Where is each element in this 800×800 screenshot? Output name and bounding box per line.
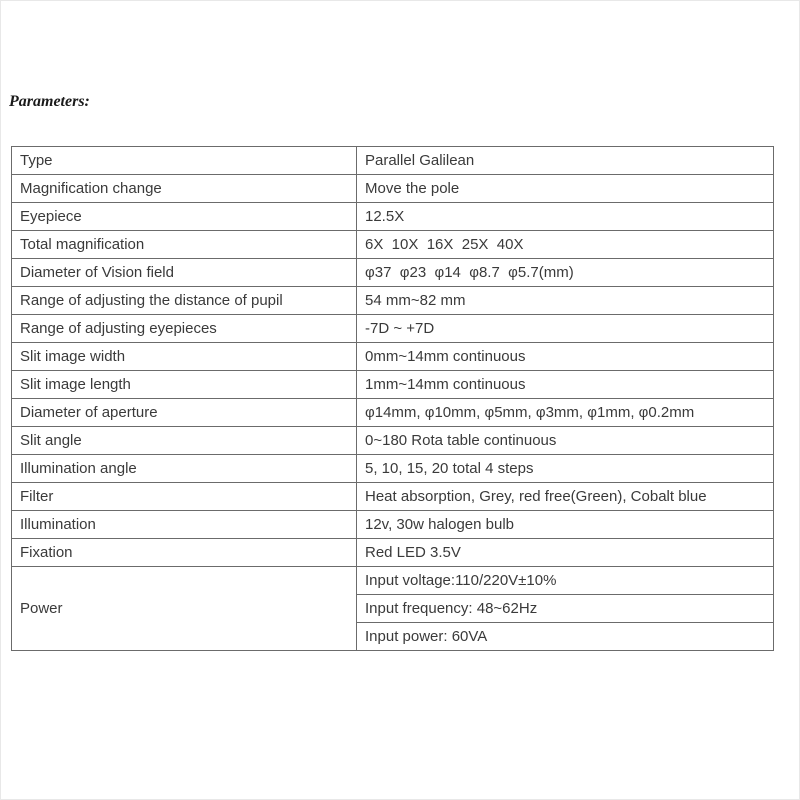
param-label: Total magnification xyxy=(12,231,357,259)
table-row xyxy=(12,259,774,287)
param-value: φ37 φ23 φ14 φ8.7 φ5.7(mm) xyxy=(357,259,774,287)
param-label: Slit angle xyxy=(12,427,357,455)
param-value: Input voltage:110/220V±10% xyxy=(357,567,774,595)
table-row xyxy=(12,483,774,511)
table-row xyxy=(12,455,774,483)
param-value: 54 mm~82 mm xyxy=(357,287,774,315)
param-label: Type xyxy=(12,147,357,175)
param-value: 0~180 Rota table continuous xyxy=(357,427,774,455)
param-label: Illumination xyxy=(12,511,357,539)
table-row xyxy=(12,539,774,567)
param-value: Input power: 60VA xyxy=(357,623,774,651)
param-value: -7D ~ +7D xyxy=(357,315,774,343)
table-row xyxy=(12,427,774,455)
parameters-table xyxy=(11,146,774,651)
page-title: Parameters: xyxy=(9,93,90,110)
table-row xyxy=(12,343,774,371)
param-value: φ14mm, φ10mm, φ5mm, φ3mm, φ1mm, φ0.2mm xyxy=(357,399,774,427)
param-label: Diameter of aperture xyxy=(12,399,357,427)
param-label: Slit image width xyxy=(12,343,357,371)
param-value: 5, 10, 15, 20 total 4 steps xyxy=(357,455,774,483)
param-value: Heat absorption, Grey, red free(Green), Cobalt blue xyxy=(357,483,774,511)
param-label: Magnification change xyxy=(12,175,357,203)
table-row xyxy=(12,231,774,259)
param-value: Parallel Galilean xyxy=(357,147,774,175)
param-value: 12.5X xyxy=(357,203,774,231)
table-row xyxy=(12,287,774,315)
param-label: Range of adjusting the distance of pupil xyxy=(12,287,357,315)
table-row xyxy=(12,175,774,203)
param-label: Eyepiece xyxy=(12,203,357,231)
table-row xyxy=(12,567,774,595)
table-row xyxy=(12,511,774,539)
param-label: Range of adjusting eyepieces xyxy=(12,315,357,343)
table-row xyxy=(12,371,774,399)
param-label-power: Power xyxy=(12,567,357,651)
param-value: 0mm~14mm continuous xyxy=(357,343,774,371)
table-row xyxy=(12,315,774,343)
param-label: Filter xyxy=(12,483,357,511)
param-value: Move the pole xyxy=(357,175,774,203)
param-value: Input frequency: 48~62Hz xyxy=(357,595,774,623)
param-value: 12v, 30w halogen bulb xyxy=(357,511,774,539)
param-value: 6X 10X 16X 25X 40X xyxy=(357,231,774,259)
table-row xyxy=(12,203,774,231)
table-row xyxy=(12,399,774,427)
param-value: Red LED 3.5V xyxy=(357,539,774,567)
param-value: 1mm~14mm continuous xyxy=(357,371,774,399)
table-row xyxy=(12,147,774,175)
param-label: Illumination angle xyxy=(12,455,357,483)
param-label: Fixation xyxy=(12,539,357,567)
param-label: Slit image length xyxy=(12,371,357,399)
param-label: Diameter of Vision field xyxy=(12,259,357,287)
